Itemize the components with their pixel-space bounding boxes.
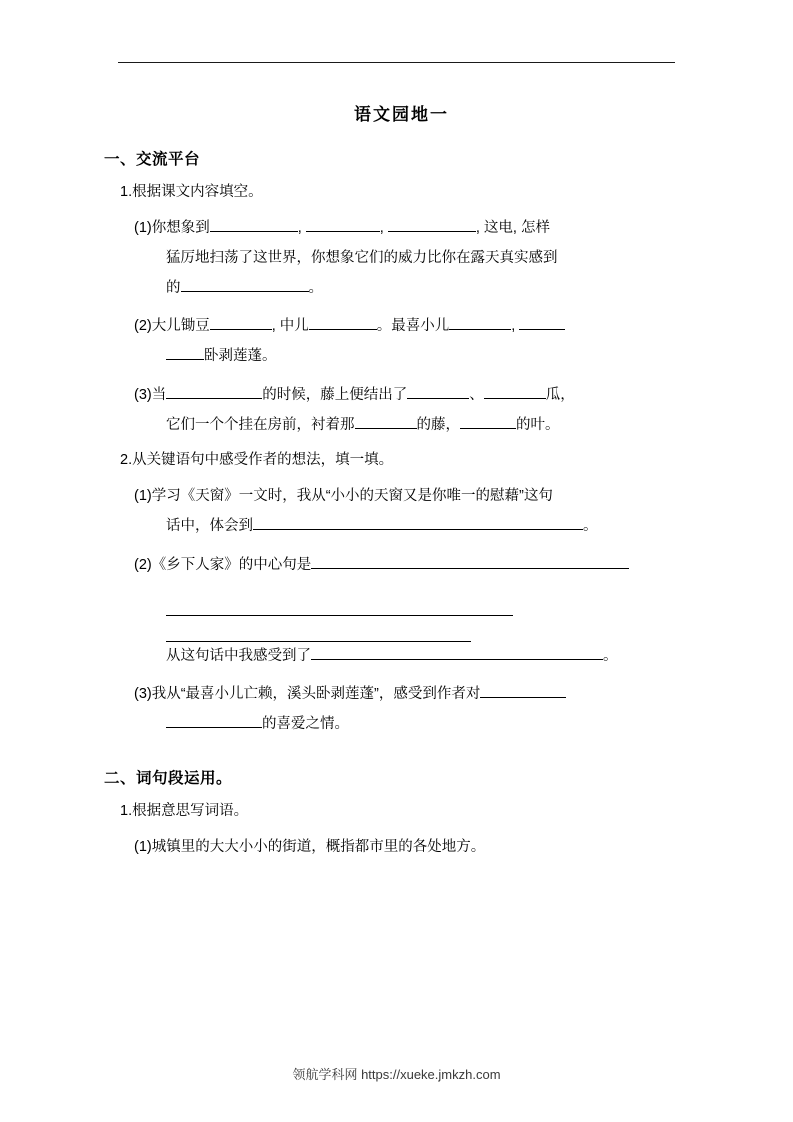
- question-3-1: (1)城镇里的大大小小的街道，概指都市里的各处地方。: [134, 838, 486, 855]
- question-2-1: (1)学习《天窗》一文时，我从“小小的天窗又是你唯一的慰藉”这句 话中，体会到 。: [134, 488, 598, 535]
- blank-field[interactable]: [181, 276, 309, 292]
- question-3-label: 1.根据意思写词语。: [120, 802, 249, 819]
- blank-field[interactable]: [480, 683, 566, 699]
- blank-field[interactable]: [355, 413, 417, 429]
- blank-field[interactable]: [311, 553, 629, 569]
- question-2-2: (2)《乡下人家》的中心句是: [104, 551, 689, 581]
- blank-field[interactable]: [484, 383, 546, 399]
- blank-field[interactable]: [210, 315, 272, 331]
- question-1-label: 1.根据课文内容填空。: [120, 184, 263, 200]
- blank-field[interactable]: [388, 217, 476, 233]
- blank-field[interactable]: [166, 345, 204, 361]
- blank-field[interactable]: [166, 713, 262, 729]
- blank-field[interactable]: [407, 383, 469, 399]
- section-heading-2: 二、词句段运用。: [104, 769, 233, 787]
- question-1-2: (2)大儿锄豆 , 中儿 。最喜小儿 , 卧剥莲蓬。: [104, 312, 689, 371]
- section-heading-1: 一、交流平台: [104, 151, 201, 168]
- blank-field[interactable]: [311, 644, 603, 660]
- blank-field[interactable]: [210, 217, 298, 233]
- blank-field[interactable]: [460, 413, 516, 429]
- blank-field[interactable]: [309, 315, 377, 331]
- header-rule: [118, 62, 675, 63]
- footer-watermark: 领航学科网 https://xueke.jmkzh.com: [292, 1067, 501, 1082]
- question-2-label: 2.从关键语句中感受作者的想法，填一填。: [120, 452, 394, 469]
- question-2-2-tail: 从这句话中我感受到了 。: [104, 642, 689, 672]
- document-body: [104, 100, 689, 872]
- blank-field[interactable]: [166, 383, 262, 399]
- question-2-3: (3)我从“最喜小儿亡赖，溪头卧剥莲蓬”，感受到作者对 的喜爱之情。: [104, 680, 689, 739]
- blank-field[interactable]: [306, 217, 380, 233]
- page-title: 语文园地一: [354, 105, 449, 124]
- question-1-3: (3)当 的时候，藤上便结出了 、 瓜， 它们一个个挂在房前，衬着那 的藤， 的叶。: [104, 381, 689, 440]
- answer-rule-line[interactable]: [166, 616, 471, 642]
- blank-field[interactable]: [449, 315, 511, 331]
- blank-field[interactable]: [519, 315, 565, 331]
- blank-field[interactable]: [253, 515, 583, 531]
- question-1-1: (1)你想象到 , , , 这电, 怎样 猛厉地扫荡了这世界，你想象它们的威力比你在露天真实感到 的 。: [104, 214, 689, 303]
- answer-rule-line[interactable]: [166, 590, 513, 616]
